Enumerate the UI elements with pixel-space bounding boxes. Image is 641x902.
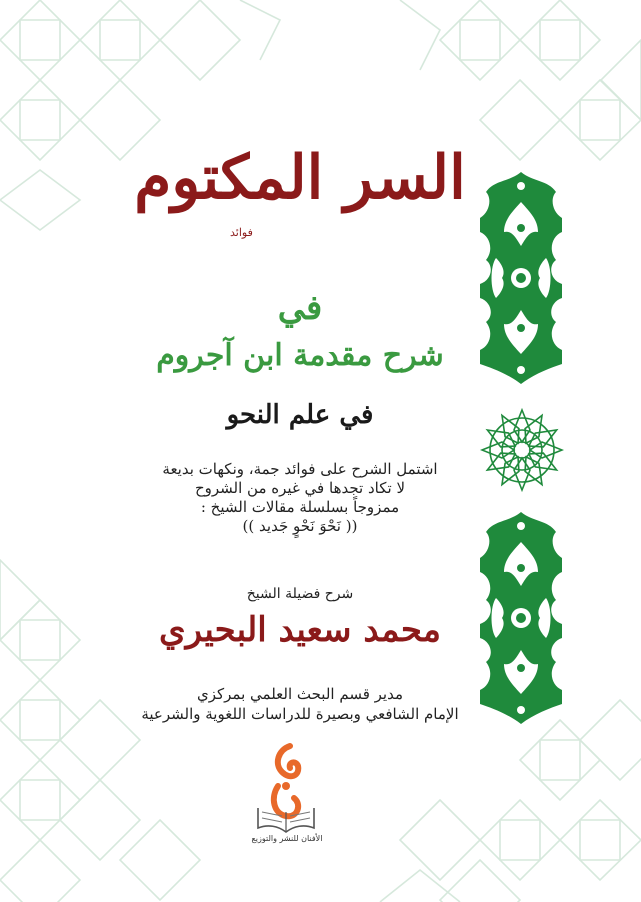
arabesque-panel-icon xyxy=(478,512,564,724)
author-label: شرح فضيلة الشيخ xyxy=(246,586,354,602)
description-line: لا تكاد تجدها في غيره من الشروح xyxy=(194,479,406,497)
book-description xyxy=(110,460,490,536)
book-subtitle: شرح مقدمة ابن آجروم xyxy=(156,338,444,373)
description-line: اشتمل الشرح على فوائد جمة، ونكهات بديعة xyxy=(162,460,438,478)
author-name: محمد سعيد البحيري xyxy=(159,610,441,650)
connector-word: في xyxy=(277,288,323,328)
description-line: (( نَحْوَ نَحْوٍ جَديد )) xyxy=(242,517,358,535)
publisher-name: الأفنان للنشر والتوزيع xyxy=(251,834,323,843)
position-line: الإمام الشافعي وبصيرة للدراسات اللغوية والشرعية xyxy=(141,705,459,723)
description-line: ممزوجاً بسلسلة مقالات الشيخ : xyxy=(200,498,400,516)
rosette-icon xyxy=(480,408,564,492)
author-position xyxy=(110,684,490,724)
book-title: السر المكتوم xyxy=(134,143,466,213)
book-field: في علم النحو xyxy=(226,400,374,430)
position-line: مدير قسم البحث العلمي بمركزي xyxy=(196,685,404,703)
pattern-top-right xyxy=(400,0,641,160)
arabesque-panel-icon xyxy=(478,172,564,384)
pattern-bottom-right xyxy=(380,700,641,902)
title-tag: فوائد xyxy=(230,226,253,239)
